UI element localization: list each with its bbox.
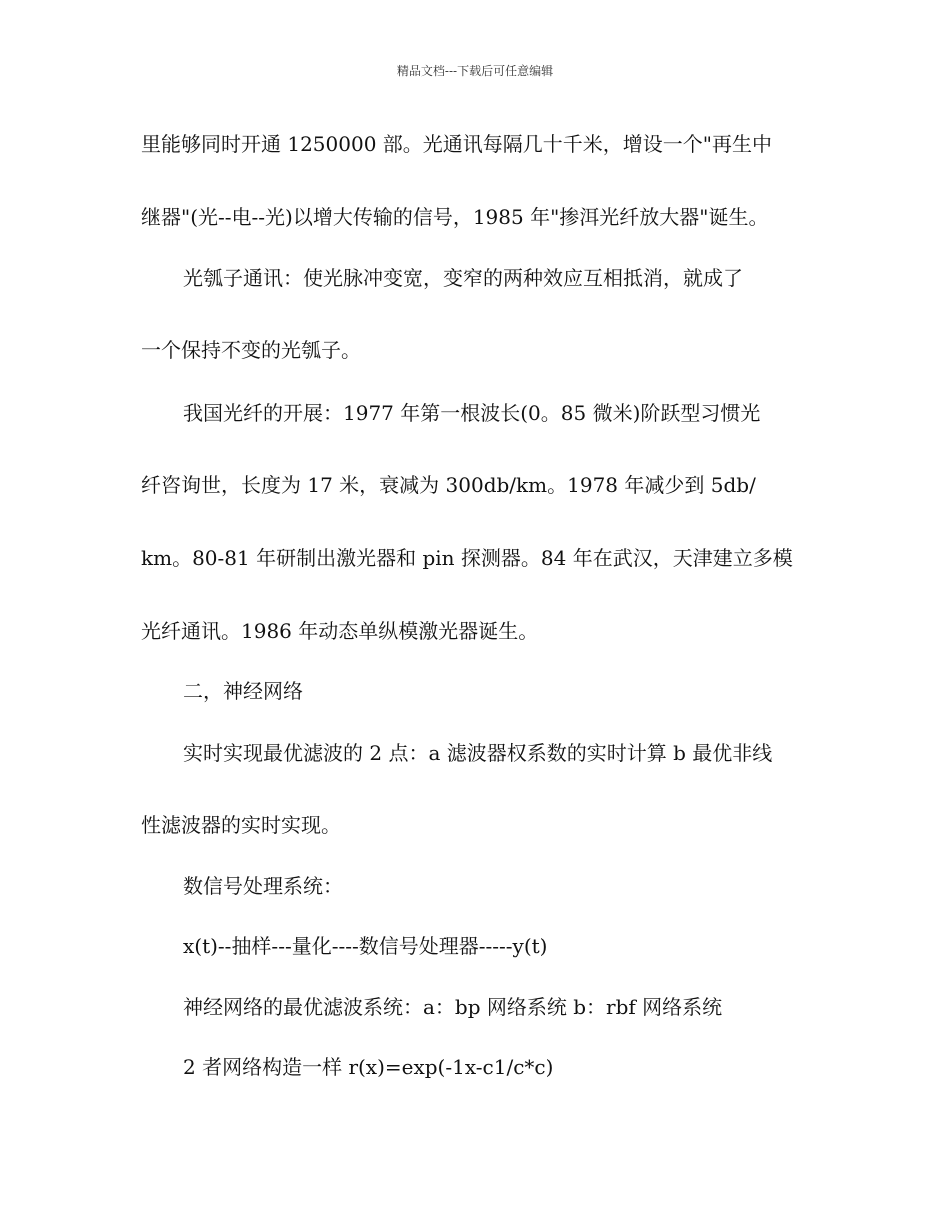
body-line-12: 数信号处理系统：	[183, 874, 343, 898]
page-header: 精品文档---下载后可任意编辑	[396, 64, 554, 78]
section-heading-neural-network: 二，神经网络	[183, 679, 303, 703]
body-line-13: x(t)--抽样---量化----数信号处理器-----y(t)	[183, 934, 548, 958]
body-line-15: 2 者网络构造一样 r(x)=exp(-1x-c1/c*c)	[183, 1055, 554, 1079]
body-line-10: 实时实现最优滤波的 2 点：a 滤波器权系数的实时计算 b 最优非线	[183, 741, 773, 765]
body-line-2: 继器"(光--电--光)以增大传输的信号，1985 年"掺洱光纤放大器"诞生。	[141, 205, 769, 229]
body-line-8: 光纤通讯。1986 年动态单纵模激光器诞生。	[141, 619, 539, 643]
body-line-5: 我国光纤的开展：1977 年第一根波长(0。85 微米)阶跃型习惯光	[183, 401, 761, 425]
body-line-6: 纤咨询世，长度为 17 米，衰减为 300db/km。1978 年减少到 5db/	[141, 473, 756, 497]
body-line-7: km。80-81 年研制出激光器和 pin 探测器。84 年在武汉，天津建立多模	[141, 546, 793, 570]
body-line-11: 性滤波器的实时实现。	[141, 813, 341, 837]
body-line-1: 里能够同时开通 1250000 部。光通讯每隔几十千米，增设一个"再生中	[141, 132, 772, 156]
body-line-4: 一个保持不变的光瓠子。	[141, 338, 361, 362]
body-line-3: 光瓠子通讯：使光脉冲变宽，变窄的两种效应互相抵消，就成了	[183, 266, 743, 290]
body-line-14: 神经网络的最优滤波系统：a：bp 网络系统 b：rbf 网络系统	[183, 995, 723, 1019]
